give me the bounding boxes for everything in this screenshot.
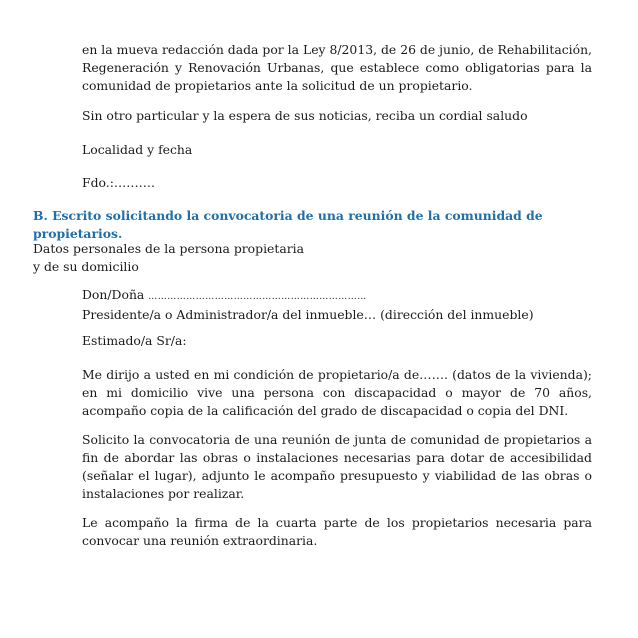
personal-data-line-1: Datos personales de la persona propietaria bbox=[33, 241, 305, 256]
name-placeholder-dots: …………………………………………………………… bbox=[148, 292, 367, 302]
recipient-role-line: Presidente/a o Administrador/a del inmueble… (dirección del inmueble) bbox=[82, 307, 534, 322]
recipient-block bbox=[82, 286, 592, 324]
personal-data-line-2: y de su domicilio bbox=[33, 259, 139, 274]
paragraph-acompano: Le acompaño la firma de la cuarta parte de los propietarios necesaria para convocar una reunión extraordinaria. bbox=[82, 515, 592, 548]
paragraph-signature: Fdo.:………. bbox=[82, 175, 155, 190]
paragraph-closing: Sin otro particular y la espera de sus noticias, reciba un cordial saludo bbox=[82, 108, 528, 123]
recipient-name-line bbox=[82, 286, 592, 306]
personal-data-label bbox=[33, 240, 593, 276]
paragraph-me-dirijo: Me dirijo a usted en mi condición de propietario/a de……. (datos de la vivienda); en mi domicilio vive una persona con discapacidad o mayor de 70 años, acompaño copia de la calificación del grado de discapacidad o copia del DNI. bbox=[82, 367, 592, 418]
paragraph-law-reference: en la mueva redacción dada por la Ley 8/2013, de 26 de junio, de Rehabilitación, Regeneración y Renovación Urbanas, que establece como obligatorias para la comunidad de propietarios ante la solicitud de un propietario. bbox=[82, 42, 592, 93]
paragraph-solicito: Solicito la convocatoria de una reunión de junta de comunidad de propietarios a fin de abordar las obras o instalaciones necesarias para dotar de accesibilidad (señalar el lugar), adjunto le acompaño presupuesto y viabilidad de las obras o instalaciones por realizar. bbox=[82, 432, 592, 501]
greeting: Estimado/a Sr/a: bbox=[82, 333, 187, 348]
paragraph-place-date: Localidad y fecha bbox=[82, 142, 193, 157]
section-b-heading: B. Escrito solicitando la convocatoria de una reunión de la comunidad de propietarios. bbox=[33, 208, 543, 241]
don-dona-label: Don/Doña bbox=[82, 287, 145, 302]
